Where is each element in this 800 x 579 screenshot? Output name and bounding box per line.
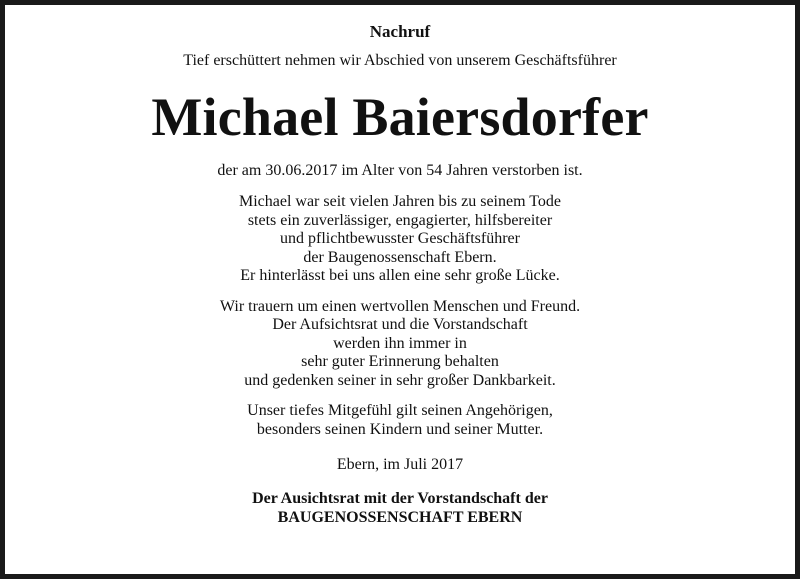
place-date: Ebern, im Juli 2017	[336, 456, 464, 473]
death-date-line: der am 30.06.2017 im Alter von 54 Jahren verstorben ist.	[217, 162, 583, 179]
obituary-notice	[5, 22, 795, 527]
condolence-paragraph	[5, 402, 795, 439]
intro-line: Tief erschüttert nehmen wir Abschied von unserem Geschäftsführer	[183, 52, 617, 69]
mourning-line: sehr guter Erinnerung behalten	[301, 353, 499, 370]
signature-line: Der Ausichtsrat mit der Vorstandschaft der	[252, 490, 548, 507]
condolence-line: besonders seinen Kindern und seiner Mutter.	[256, 420, 544, 438]
deceased-name: Michael Baiersdorfer	[151, 87, 649, 147]
notice-heading: Nachruf	[369, 22, 431, 41]
signature-block	[5, 489, 795, 527]
mourning-paragraph	[5, 298, 795, 391]
mourning-line: und gedenken seiner in sehr großer Dankbarkeit.	[244, 371, 556, 389]
tribute-paragraph	[5, 193, 795, 286]
mourning-line: werden ihn immer in	[333, 334, 467, 352]
tribute-line: Er hinterlässt bei uns allen eine sehr große Lücke.	[240, 267, 560, 284]
mourning-line: Der Aufsichtsrat und die Vorstandschaft	[272, 316, 528, 333]
tribute-line: stets ein zuverlässiger, engagierter, hilfsbereiter	[247, 211, 553, 229]
mourning-line: Wir trauern um einen wertvollen Menschen und Freund.	[219, 297, 581, 315]
tribute-line: der Baugenossenschaft Ebern.	[303, 248, 497, 266]
tribute-line: und pflichtbewusster Geschäftsführer	[280, 230, 520, 247]
signature-organization: BAUGENOSSENSCHAFT EBERN	[277, 509, 523, 526]
tribute-line: Michael war seit vielen Jahren bis zu seinem Tode	[238, 193, 562, 210]
condolence-line: Unser tiefes Mitgefühl gilt seinen Angehörigen,	[247, 402, 553, 419]
